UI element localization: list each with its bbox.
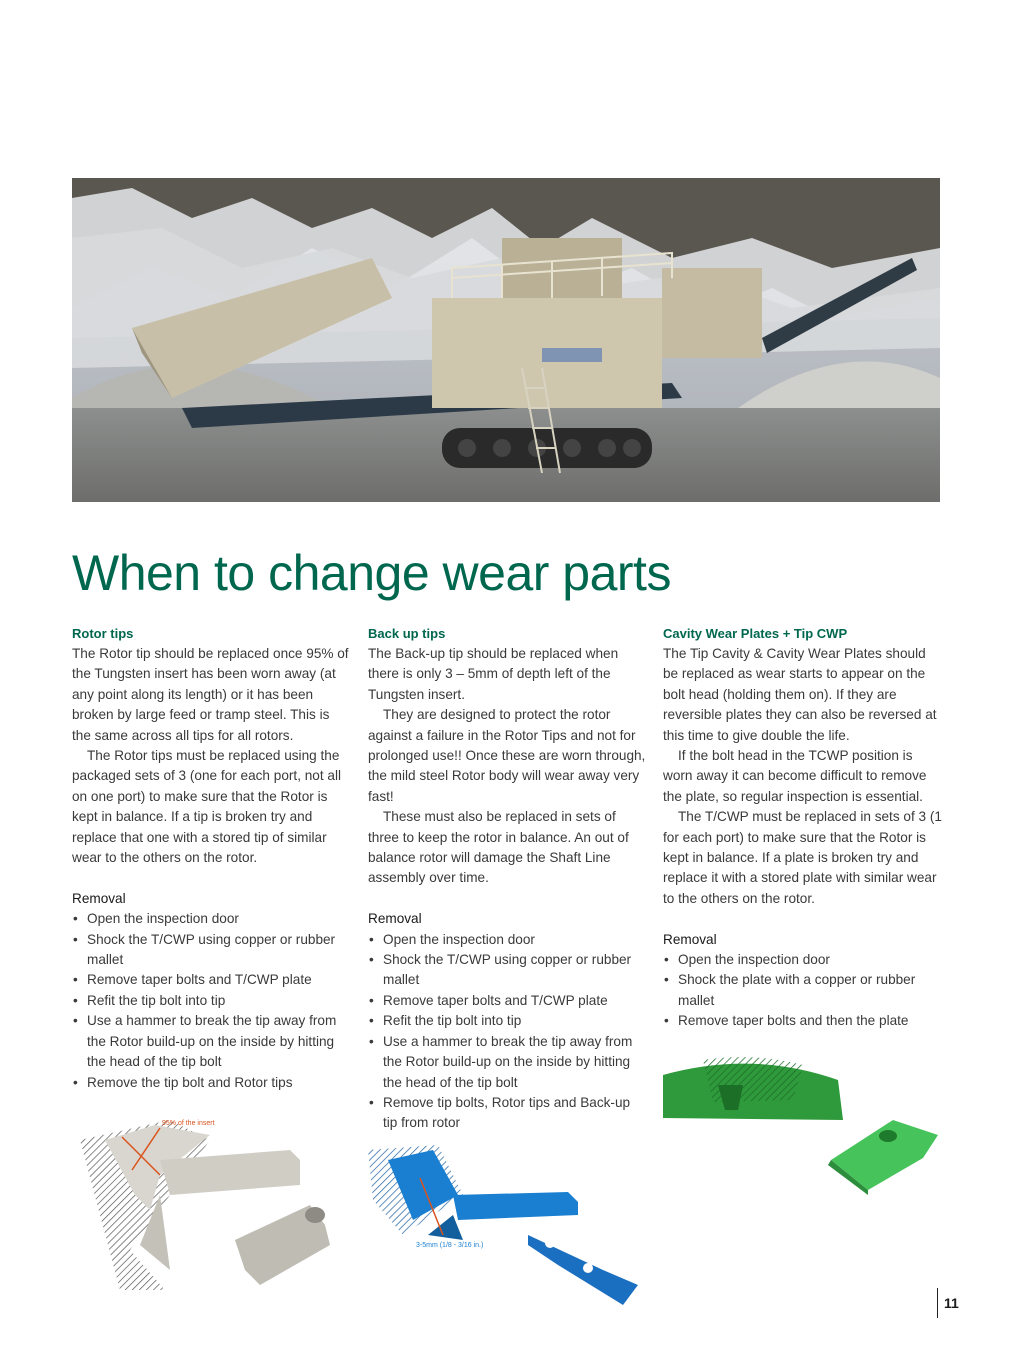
removal-heading: Removal [368,911,422,927]
removal-heading: Removal [663,931,717,947]
paragraph: The Rotor tip should be replaced once 95% of the Tungsten insert has been worn away (at any point along its length) or it has been broken by large feed or tramp steel. This is the same across all tips for all rotors. [72,646,349,743]
figure-annotation: 95% of the insert [162,1120,215,1127]
rotor-tip-figure [60,1100,350,1310]
back-up-tip-icon [368,1140,643,1310]
page-title: When to change wear parts [72,545,671,601]
removal-heading: Removal [72,890,126,906]
list-item: • Shock the T/CWP using copper or rubber mallet [368,950,648,991]
list-item: • Refit the tip bolt into tip [72,991,352,1011]
paragraph: If the bolt head in the TCWP position is worn away it can become difficult to remove the plate, so regular inspection is essential. [663,748,927,804]
list-item: • Remove taper bolts and then the plate [663,1011,943,1031]
list-item: • Remove tip bolts, Rotor tips and Back-up tip from rotor [368,1093,648,1134]
list-item: • Shock the T/CWP using copper or rubber mallet [72,930,352,971]
paragraph: The Back-up tip should be replaced when there is only 3 – 5mm of depth left of the Tungsten insert. [368,646,619,702]
list-item: • Remove taper bolts and T/CWP plate [72,970,352,990]
section-heading: Rotor tips [72,626,134,641]
list-item: • Use a hammer to break the tip away from the Rotor build-up on the inside by hitting the head of the tip bolt [72,1011,352,1072]
paragraph: These must also be replaced in sets of three to keep the rotor in balance. An out of balance rotor will damage the Shaft Line assembly over time. [368,809,629,886]
list-item: • Use a hammer to break the tip away from the Rotor build-up on the inside by hitting the head of the tip bolt [368,1032,648,1093]
removal-list [72,909,352,1093]
column-back-up-tips [368,624,648,1134]
list-item: • Open the inspection door [663,950,943,970]
list-item: • Remove taper bolts and T/CWP plate [368,991,648,1011]
paragraph: The Tip Cavity & Cavity Wear Plates should be replaced as wear starts to appear on the bolt head (holding them on). If they are reversible plates they can also be reversed at this time to give double the life. [663,646,937,743]
section-heading: Cavity Wear Plates + Tip CWP [663,626,848,641]
removal-list [663,950,943,1032]
crusher-photo [72,178,940,502]
mobile-crusher-photo-icon [72,178,940,502]
cavity-wear-plate-icon [663,1040,943,1200]
paragraph: They are designed to protect the rotor against a failure in the Rotor Tips and not for prolonged use!! Once these are worn through, the mild steel Rotor body will wear away very fast! [368,707,646,804]
list-item: • Remove the tip bolt and Rotor tips [72,1073,352,1093]
section-heading: Back up tips [368,626,446,641]
list-item: • Open the inspection door [368,930,648,950]
column-cavity-wear-plates [663,624,943,1032]
paragraph: The Rotor tips must be replaced using the packaged sets of 3 (one for each port, not all on one port) to make sure that the Rotor is kept in balance. If a tip is broken try and replace that one with a stored tip of similar wear to the others on the rotor. [72,748,342,866]
list-item: • Open the inspection door [72,909,352,929]
figure-annotation: 3-5mm (1/8 - 3/16 in.) [416,1242,484,1249]
list-item: • Refit the tip bolt into tip [368,1011,648,1031]
page-number: 11 [937,1288,959,1318]
rotor-tip-icon [60,1100,350,1305]
cavity-wear-plate-figure [663,1040,943,1205]
list-item: • Shock the plate with a copper or rubber mallet [663,970,943,1011]
column-rotor-tips [72,624,352,1093]
removal-list [368,930,648,1134]
paragraph: The T/CWP must be replaced in sets of 3 (1 for each port) to make sure that the Rotor is kept in balance. If a plate is broken try and replace it with a stored plate with similar wear to the others on the rotor. [663,809,942,906]
back-up-tip-figure [368,1140,643,1315]
